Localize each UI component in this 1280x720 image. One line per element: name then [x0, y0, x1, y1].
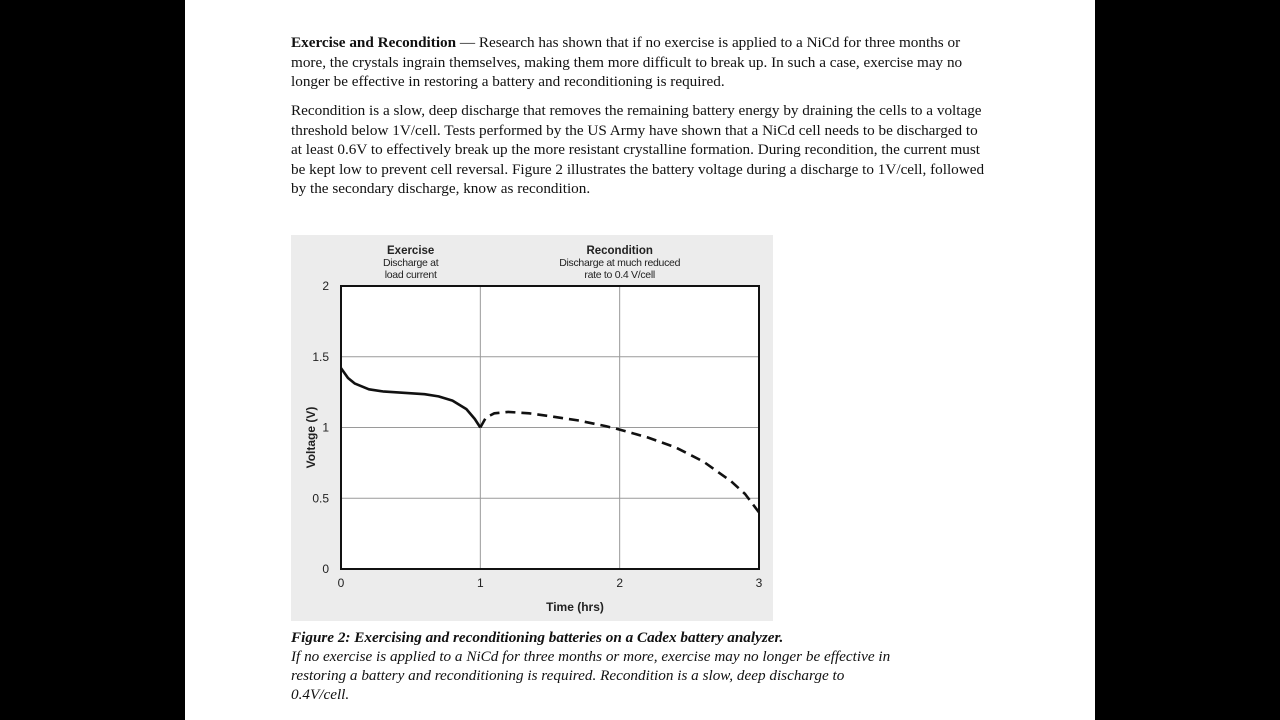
annotation-title: Recondition [586, 245, 653, 257]
annotation-line: load current [384, 269, 437, 281]
figure-2-chart [291, 235, 773, 621]
paragraph-recondition [291, 101, 991, 199]
annotation-title: Exercise [387, 245, 435, 257]
paragraph-text: Recondition is a slow, deep discharge that removes the remaining battery energy by draining the cells to a voltage threshold below 1V/cell. Tests performed by the US Army have shown that a NiCd cell needs to be discharged to at least 0.6V to effectively break up the more resistant crystalline formation. During recondition, the current must be kept low to prevent cell reversal. Figure 2 illustrates the battery voltage during a discharge to 1V/cell, followed by the secondary discharge, know as recondition. [291, 102, 985, 197]
y-axis-label: Voltage (V) [304, 406, 318, 469]
x-tick-label: 3 [755, 576, 763, 590]
x-tick-label: 2 [616, 576, 624, 590]
figure-caption [291, 628, 891, 704]
paragraph-text: — Research has shown that if no exercise is applied to a NiCd for three months or more, the crystals ingrain themselves, making them more difficult to break up. In such a case, exercise may no longer be effective in restoring a battery and reconditioning is required. [291, 34, 963, 90]
y-tick-label: 1 [322, 420, 329, 435]
x-axis-label: Time (hrs) [546, 600, 604, 614]
paragraph-exercise-recondition [291, 33, 991, 92]
chart-svg [291, 235, 773, 621]
caption-title: Figure 2: Exercising and reconditioning batteries on a Cadex battery analyzer. [291, 629, 784, 646]
y-tick-label: 0 [322, 562, 329, 576]
y-tick-label: 1.5 [312, 349, 329, 364]
annotation-line: Discharge at [382, 257, 439, 269]
annotation-line: Discharge at much reduced [559, 257, 681, 269]
y-tick-label: 0.5 [312, 491, 329, 506]
x-tick-label: 0 [337, 576, 345, 590]
caption-text: If no exercise is applied to a NiCd for three months or more, exercise may no longer be effective in restoring a battery and reconditioning is required. Recondition is a slow, deep discharge to 0.4V/cell. [291, 648, 891, 703]
document-page [185, 0, 1095, 720]
paragraph-heading: Exercise and Recondition [291, 34, 457, 51]
annotation-line: rate to 0.4 V/cell [584, 269, 655, 281]
y-tick-label: 2 [322, 279, 329, 293]
x-tick-label: 1 [476, 576, 484, 590]
